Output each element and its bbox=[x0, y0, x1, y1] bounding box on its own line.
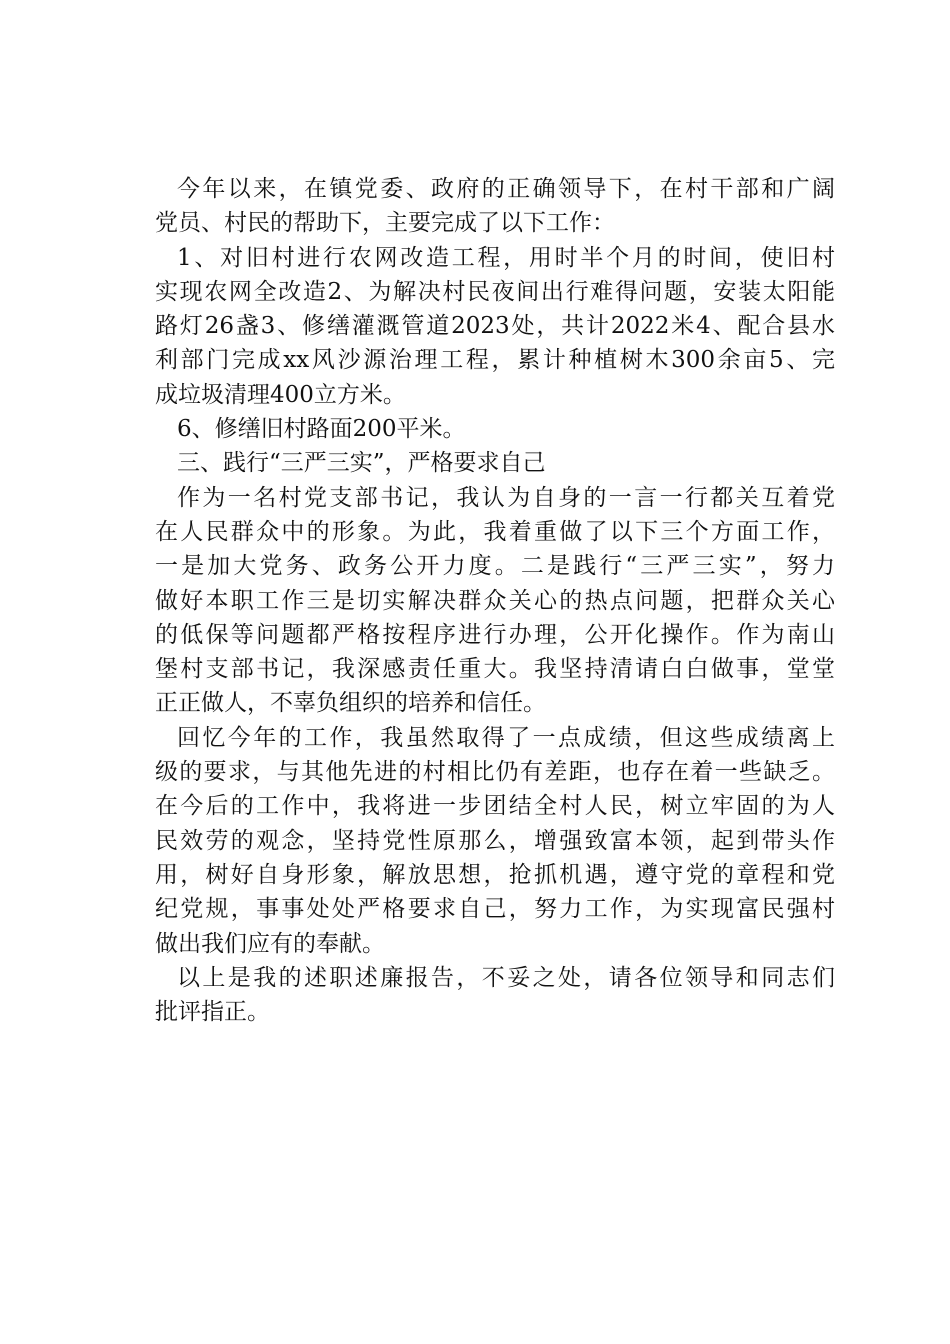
paragraph-6-line-2: 批评指正。 bbox=[155, 999, 270, 1026]
paragraph-5-line-2: 级的要求，与其他先进的村相比仍有差距，也存在着一些缺乏。 bbox=[155, 759, 835, 786]
paragraph-4-line-7: 正正做人，不辜负组织的培养和信任。 bbox=[155, 690, 546, 717]
section-heading: 三、践行“三严三实”，严格要求自己 bbox=[177, 450, 546, 477]
paragraph-5-line-1: 回忆今年的工作，我虽然取得了一点成绩，但这些成绩离上 bbox=[177, 724, 835, 751]
paragraph-2-line-5: 成垃圾清理400立方米。 bbox=[155, 381, 406, 408]
paragraph-4-line-6: 堡村支部书记，我深感责任重大。我坚持清请白白做事，堂堂 bbox=[155, 656, 835, 683]
paragraph-4-line-3: 一是加大党务、政务公开力度。二是践行“三严三实”，努力 bbox=[155, 553, 835, 580]
paragraph-2-line-3: 路灯26盏3、修缮灌溉管道2023处，共计2022米4、配合县水 bbox=[155, 313, 835, 340]
paragraph-1-line-2: 党员、村民的帮助下，主要完成了以下工作： bbox=[155, 210, 615, 237]
paragraph-2-line-2: 实现农网全改造2、为解决村民夜间出行难得问题，安装太阳能 bbox=[155, 278, 835, 305]
document-body bbox=[155, 172, 835, 1029]
paragraph-4-line-4: 做好本职工作三是切实解决群众关心的热点问题，把群众关心 bbox=[155, 587, 835, 614]
paragraph-4-line-2: 在人民群众中的形象。为此，我着重做了以下三个方面工作， bbox=[155, 518, 835, 545]
paragraph-5-line-7: 做出我们应有的奉献。 bbox=[155, 930, 385, 957]
paragraph-3-line-1: 6、修缮旧村路面200平米。 bbox=[177, 416, 466, 443]
paragraph-5-line-5: 用，树好自身形象，解放思想，抢抓机遇，遵守党的章程和党 bbox=[155, 861, 835, 888]
paragraph-4-line-1: 作为一名村党支部书记，我认为自身的一言一行都关互着党 bbox=[177, 484, 835, 511]
paragraph-2-line-4: 利部门完成xx风沙源治理工程，累计种植树木300余亩5、完 bbox=[155, 347, 835, 374]
paragraph-6-line-1: 以上是我的述职述廉报告，不妥之处，请各位领导和同志们 bbox=[177, 964, 835, 991]
paragraph-4-line-5: 的低保等问题都严格按程序进行办理，公开化操作。作为南山 bbox=[155, 621, 835, 648]
paragraph-5-line-6: 纪党规，事事处处严格要求自己，努力工作，为实现富民强村 bbox=[155, 896, 835, 923]
paragraph-5-line-4: 民效劳的观念，坚持党性原那么，增强致富本领，起到带头作 bbox=[155, 827, 835, 854]
paragraph-1-line-1: 今年以来，在镇党委、政府的正确领导下，在村干部和广阔 bbox=[177, 176, 835, 202]
paragraph-2-line-1: 1、对旧村进行农网改造工程，用时半个月的时间，使旧村 bbox=[177, 244, 835, 271]
paragraph-5-line-3: 在今后的工作中，我将进一步团结全村人民，树立牢固的为人 bbox=[155, 793, 835, 820]
